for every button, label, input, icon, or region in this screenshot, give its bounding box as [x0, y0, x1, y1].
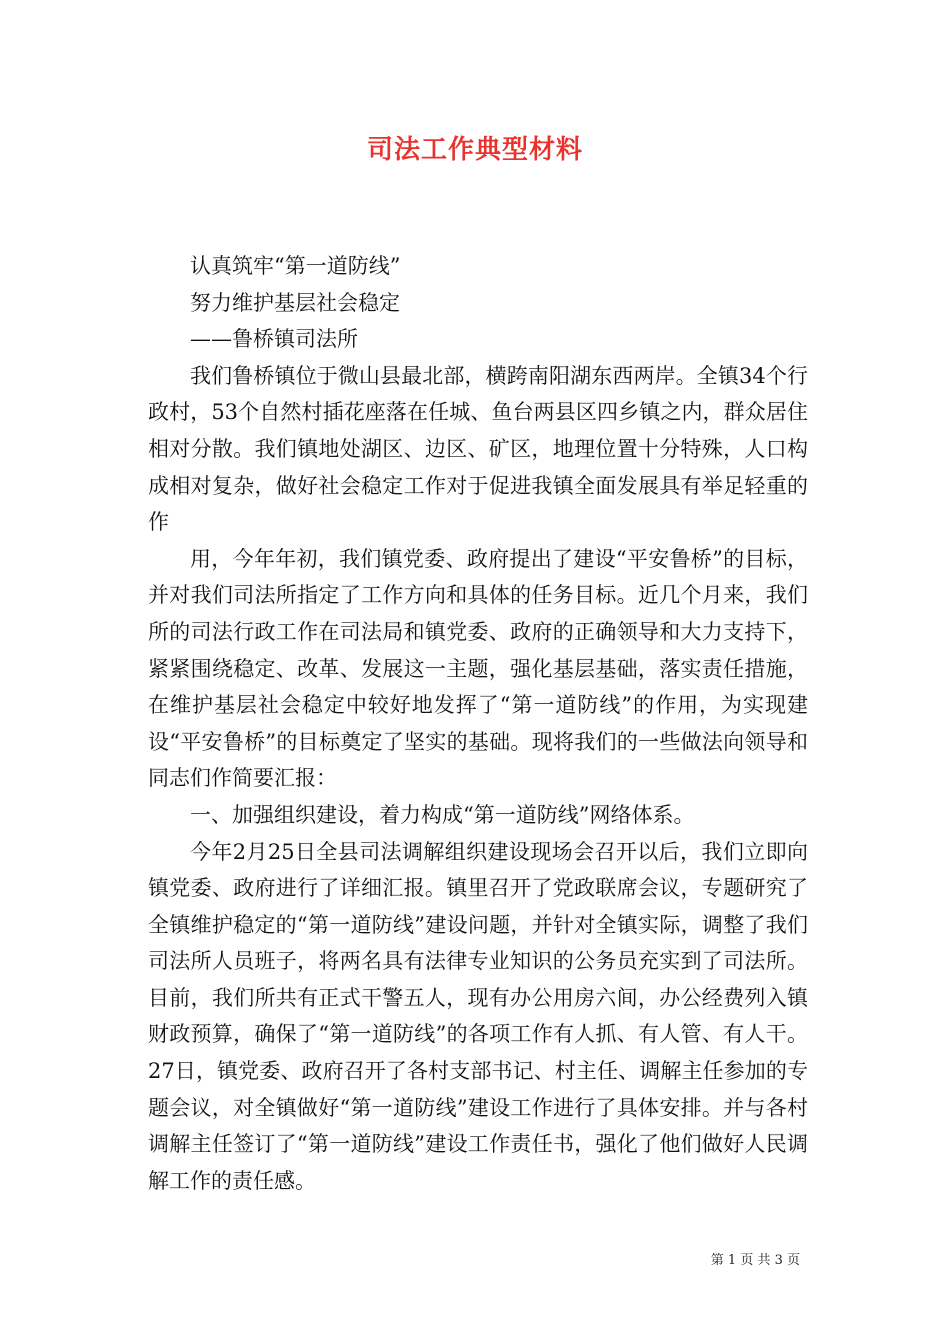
subtitle-line-1: 认真筑牢“第一道防线” [190, 254, 401, 278]
section-heading: 一、加强组织建设，着力构成“第一道防线”网络体系。 [190, 802, 695, 827]
body-paragraph: 用，今年年初，我们镇党委、政府提出了建设“平安鲁桥”的目标，并对我们司法所指定了工作方向和具体的任务目标。近几个月来，我们所的司法行政工作在司法局和镇党委、政府的正确领导和大力支持下，紧紧围绕稳定、改革、发展这一主题，强化基层基础，落实责任措施，在维护基层社会稳定中较好地发挥了“第一道防线”的作用，为实现建设“平安鲁桥”的目标奠定了坚实的基础。现将我们的一些做法向领导和同志们作简要汇报： [148, 546, 808, 791]
page-title: 司法工作典型材料 [366, 135, 583, 165]
body-paragraph: 我们鲁桥镇位于微山县最北部，横跨南阳湖东西两岸。全镇34个行政村，53个自然村插花座落在任城、鱼台两县区四乡镇之内，群众居住相对分散。我们镇地处湖区、边区、矿区，地理位置十分特殊，人口构成相对复杂，做好社会稳定工作对于促进我镇全面发展具有举足轻重的作 [148, 363, 808, 535]
body-paragraph: 今年2月25日全县司法调解组织建设现场会召开以后，我们立即向镇党委、政府进行了详细汇报。镇里召开了党政联席会议，专题研究了全镇维护稳定的“第一道防线”建设问题，并针对全镇实际，调整了我们司法所人员班子，将两名具有法律专业知识的公务员充实到了司法所。目前，我们所共有正式干警五人，现有办公用房六间，办公经费列入镇财政预算，确保了“第一道防线”的各项工作有人抓、有人管、有人干。27日，镇党委、政府召开了各村支部书记、村主任、调解主任参加的专题会议，对全镇做好“第一道防线”建设工作进行了具体安排。并与各村调解主任签订了“第一道防线”建设工作责任书，强化了他们做好人民调解工作的责任感。 [148, 839, 808, 1193]
author-line: ——鲁桥镇司法所 [190, 327, 358, 352]
document-body [148, 248, 808, 1199]
subtitle-line-2: 努力维护基层社会稳定 [190, 290, 400, 315]
page-number: 第 1 页 共 3 页 [710, 1253, 800, 1268]
